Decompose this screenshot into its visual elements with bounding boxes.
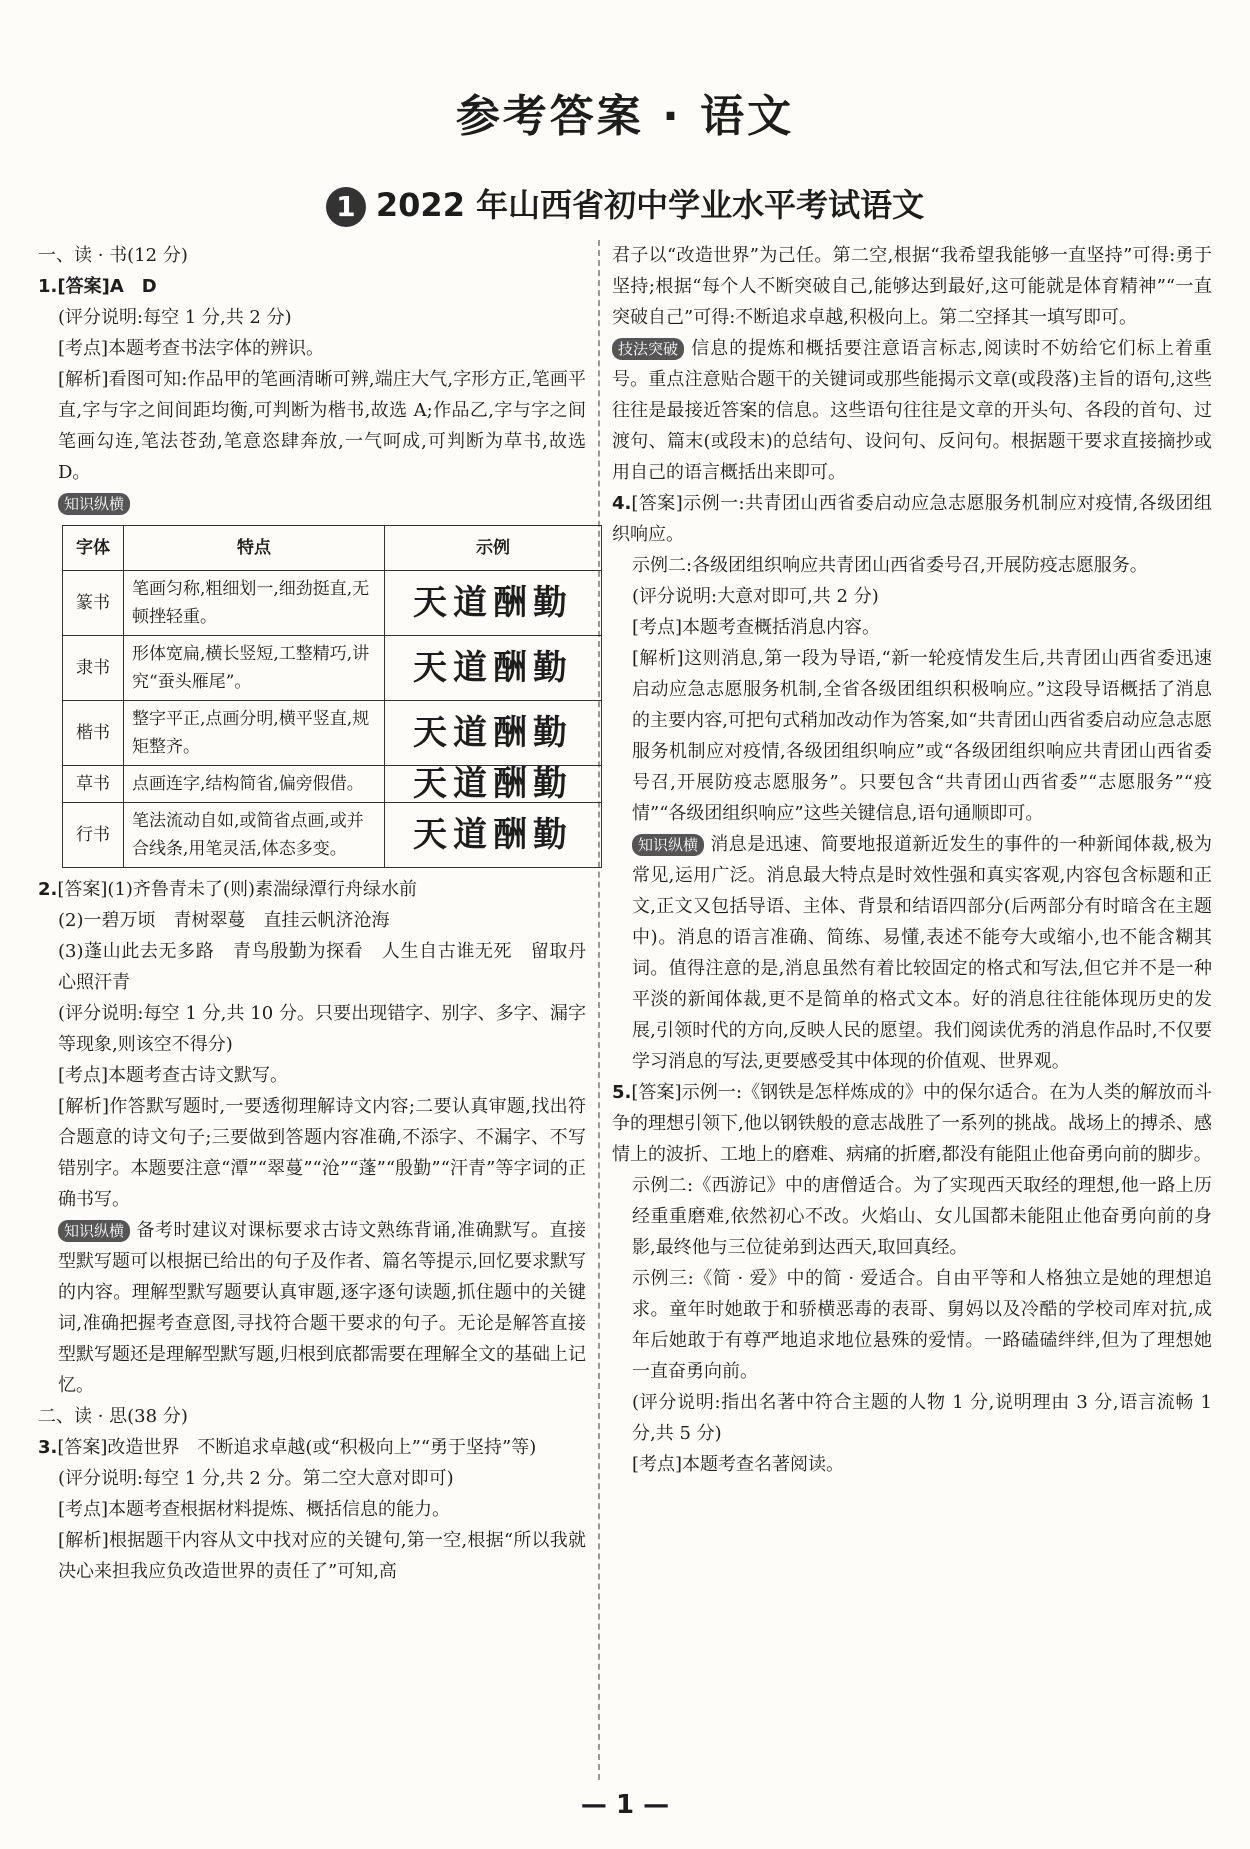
script-feature: 整字平正,点画分明,横平竖直,规矩整齐。 — [124, 701, 385, 766]
section-heading: 二、读 · 思(38 分) — [38, 1406, 188, 1427]
knowledge-tip-label: 知识纵横 — [58, 493, 130, 515]
q5-score: (评分说明:指出名著中符合主题的人物 1 分,说明理由 3 分,语言流畅 1 分,共 5 分) — [632, 1392, 1212, 1444]
q2-answer-3: (3)蓬山此去无多路 青鸟殷勤为探看 人生自古谁无死 留取丹心照汗青 — [58, 941, 586, 993]
q4-tip: 知识纵横 消息是迅速、简要地报道新近发生的事件的一种新闻体裁,极为常见,运用广泛。消息最大特点是时效性强和真实客观,内容包含标题和正文,正文又包括导语、主体、背景和结语四部分(后两部分有时暗含在主题中)。消息的语言准确、简练、易懂,表述不能夸大或缩小,也不能含糊其词。值得注意的是,消息虽然有着比较固定的格式和写法,但它并不是一种平淡的新闻体裁,更不是简单的格式文本。好的消息往往能体现历史的发展,引领时代的方向,反映人民的愿望。我们阅读优秀的消息作品时,不仅要学习消息的写法,更要感受其中体现的价值观、世界观。 — [632, 834, 1212, 1072]
exam-subtitle — [0, 180, 1250, 227]
q2-answer-2: (2)一碧万顷 青树翠蔓 直挂云帆济沧海 — [58, 910, 390, 931]
q4-answer-2: 示例二:各级团组织响应共青团山西省委号召,开展防疫志愿服务。 — [632, 555, 1148, 576]
q3-point: [考点]本题考查根据材料提炼、概括信息的能力。 — [58, 1499, 451, 1520]
exam-number-badge: 1 — [326, 187, 366, 227]
table-row — [63, 571, 602, 636]
script-feature: 形体宽扁,横长竖短,工整精巧,讲究“蚕头雁尾”。 — [124, 636, 385, 701]
knowledge-tip-label: 知识纵横 — [58, 1220, 130, 1242]
script-name: 草书 — [63, 766, 124, 803]
q3-answer: 3.[答案]改造世界 不断追求卓越(或“积极向上”“勇于坚持”等) — [38, 1437, 537, 1458]
table-row — [63, 701, 602, 766]
script-example: 天道酬勤 — [385, 636, 602, 701]
q2-tip: 知识纵横 备考时建议对课标要求古诗文熟练背诵,准确默写。直接型默写题可以根据已给出的句子及作者、篇名等提示,回忆要求默写的内容。理解型默写题要认真审题,逐字逐句读题,抓住题中的关键词,准确把握考查意图,寻找符合题干要求的句子。无论是解答直接型默写题还是理解型默写题,归根到底都需要在理解全文的基础上记忆。 — [58, 1220, 586, 1396]
question-number: 4. — [612, 493, 632, 514]
q1-point: [考点]本题考查书法字体的辨识。 — [58, 338, 325, 359]
question-number: 1. — [38, 276, 58, 297]
exam-subtitle-text: 2022 年山西省初中学业水平考试语文 — [375, 186, 925, 224]
script-example: 天道酬勤 — [385, 766, 602, 803]
q4-answer: 4.[答案]示例一:共青团山西省委启动应急志愿服务机制应对疫情,各级团组织响应。 — [612, 493, 1212, 545]
q1-score: (评分说明:每空 1 分,共 2 分) — [58, 307, 292, 328]
script-name: 隶书 — [63, 636, 124, 701]
table-header: 特点 — [124, 526, 385, 571]
script-name: 楷书 — [63, 701, 124, 766]
q4-score: (评分说明:大意对即可,共 2 分) — [632, 586, 879, 607]
q2-answer: 2.[答案](1)齐鲁青未了(则)素湍绿潭行舟绿水前 — [38, 879, 417, 900]
q4-analysis: [解析]这则消息,第一段为导语,“新一轮疫情发生后,共青团山西省委迅速启动应急志愿服务机制,全省各级团组织积极响应。”这段导语概括了消息的主要内容,可把句式稍加改动作为答案,如“共青团山西省委启动应急志愿服务机制应对疫情,各级团组织响应”或“各级团组织响应共青团山西省委号召,开展防疫志愿服务”。只要包含“共青团山西省委”“志愿服务”“疫情”“各级团组织响应”这些关键信息,语句通顺即可。 — [632, 648, 1212, 824]
calligraphy-table — [62, 525, 602, 868]
q2-score: (评分说明:每空 1 分,共 10 分。只要出现错字、别字、多字、漏字等现象,则该空不得分) — [58, 1003, 586, 1055]
q5-answer: 5.[答案]示例一:《钢铁是怎样炼成的》中的保尔适合。在为人类的解放而斗争的理想引领下,他以钢铁般的意志战胜了一系列的挑战。战场上的搏杀、感情上的波折、工地上的磨难、病痛的折磨,都没有能阻止他奋勇向前的脚步。 — [612, 1082, 1212, 1165]
question-number: 5. — [612, 1082, 632, 1103]
left-column — [38, 240, 586, 1587]
script-name: 行书 — [63, 803, 124, 868]
table-header: 示例 — [385, 526, 602, 571]
script-example: 天道酬勤 — [385, 803, 602, 868]
q2-analysis: [解析]作答默写题时,一要透彻理解诗文内容;二要认真审题,找出符合题意的诗文句子;三要做到答题内容准确,不添字、不漏字、不写错别字。本题要注意“潭”“翠蔓”“沧”“蓬”“殷勤”“汗青”等字词的正确书写。 — [58, 1096, 586, 1210]
script-feature: 笔画匀称,粗细划一,细劲挺直,无顿挫轻重。 — [124, 571, 385, 636]
q5-answer-2: 示例二:《西游记》中的唐僧适合。为了实现西天取经的理想,他一路上历经重重磨难,依然初心不改。火焰山、女儿国都未能阻止他奋勇向前的身影,最终他与三位徒弟到达西天,取回真经。 — [632, 1175, 1212, 1258]
q5-point: [考点]本题考查名著阅读。 — [632, 1454, 845, 1475]
right-column — [612, 240, 1212, 1480]
technique-tip-label: 技法突破 — [612, 338, 684, 360]
page-number: — 1 — — [580, 1790, 670, 1820]
table-header: 字体 — [63, 526, 124, 571]
q3-tip: 技法突破 信息的提炼和概括要注意语言标志,阅读时不妨给它们标上着重号。重点注意贴合题干的关键词或那些能揭示文章(或段落)主旨的语句,这些往往是最接近答案的信息。这些语句往往是文章的开头句、各段的首句、过渡句、篇末(或段末)的总结句、设问句、反问句。根据题干要求直接摘抄或用自己的语言概括出来即可。 — [612, 338, 1212, 483]
q5-answer-3: 示例三:《简 · 爱》中的简 · 爱适合。自由平等和人格独立是她的理想追求。童年时她敢于和骄横恶毒的表哥、舅妈以及冷酷的学校司库对抗,成年后她敢于有尊严地追求地位悬殊的爱情。一路磕磕绊绊,但为了理想她一直奋勇向前。 — [632, 1268, 1212, 1382]
q2-point: [考点]本题考查古诗文默写。 — [58, 1065, 289, 1086]
section-heading: 一、读 · 书(12 分) — [38, 245, 188, 266]
table-header-row — [63, 526, 602, 571]
q3-score: (评分说明:每空 1 分,共 2 分。第二空大意对即可) — [58, 1468, 454, 1489]
knowledge-tip-label: 知识纵横 — [632, 834, 704, 856]
page-title: 参考答案 · 语文 — [455, 91, 795, 142]
column-divider — [598, 240, 600, 1780]
table-row — [63, 803, 602, 868]
q1-answer: 1.[答案]A D — [38, 276, 157, 297]
script-example: 天道酬勤 — [385, 701, 602, 766]
q4-point: [考点]本题考查概括消息内容。 — [632, 617, 881, 638]
script-example: 天道酬勤 — [385, 571, 602, 636]
q3-analysis: [解析]根据题干内容从文中找对应的关键句,第一空,根据“所以我就决心来担我应负改造世界的责任了”可知,高 — [58, 1530, 587, 1582]
script-name: 篆书 — [63, 571, 124, 636]
script-feature: 点画连字,结构简省,偏旁假借。 — [124, 766, 385, 803]
q1-tip — [38, 488, 586, 519]
question-number: 3. — [38, 1437, 58, 1458]
q3-analysis-continued: 君子以“改造世界”为己任。第二空,根据“我希望我能够一直坚持”可得:勇于坚持;根据“每个人不断突破自己,能够达到最好,这可能就是体育精神”“一直突破自己”可得:不断追求卓越,积极向上。第二空择其一填写即可。 — [612, 245, 1212, 328]
table-row — [63, 636, 602, 701]
q1-analysis: [解析]看图可知:作品甲的笔画清晰可辨,端庄大气,字形方正,笔画平直,字与字之间间距均衡,可判断为楷书,故选 A;作品乙,字与字之间笔画勾连,笔法苍劲,笔意恣肆奔放,一气呵成,可判断为草书,故选 D。 — [58, 369, 586, 483]
script-feature: 笔法流动自如,或简省点画,或并合线条,用笔灵活,体态多变。 — [124, 803, 385, 868]
table-row — [63, 766, 602, 803]
question-number: 2. — [38, 879, 58, 900]
